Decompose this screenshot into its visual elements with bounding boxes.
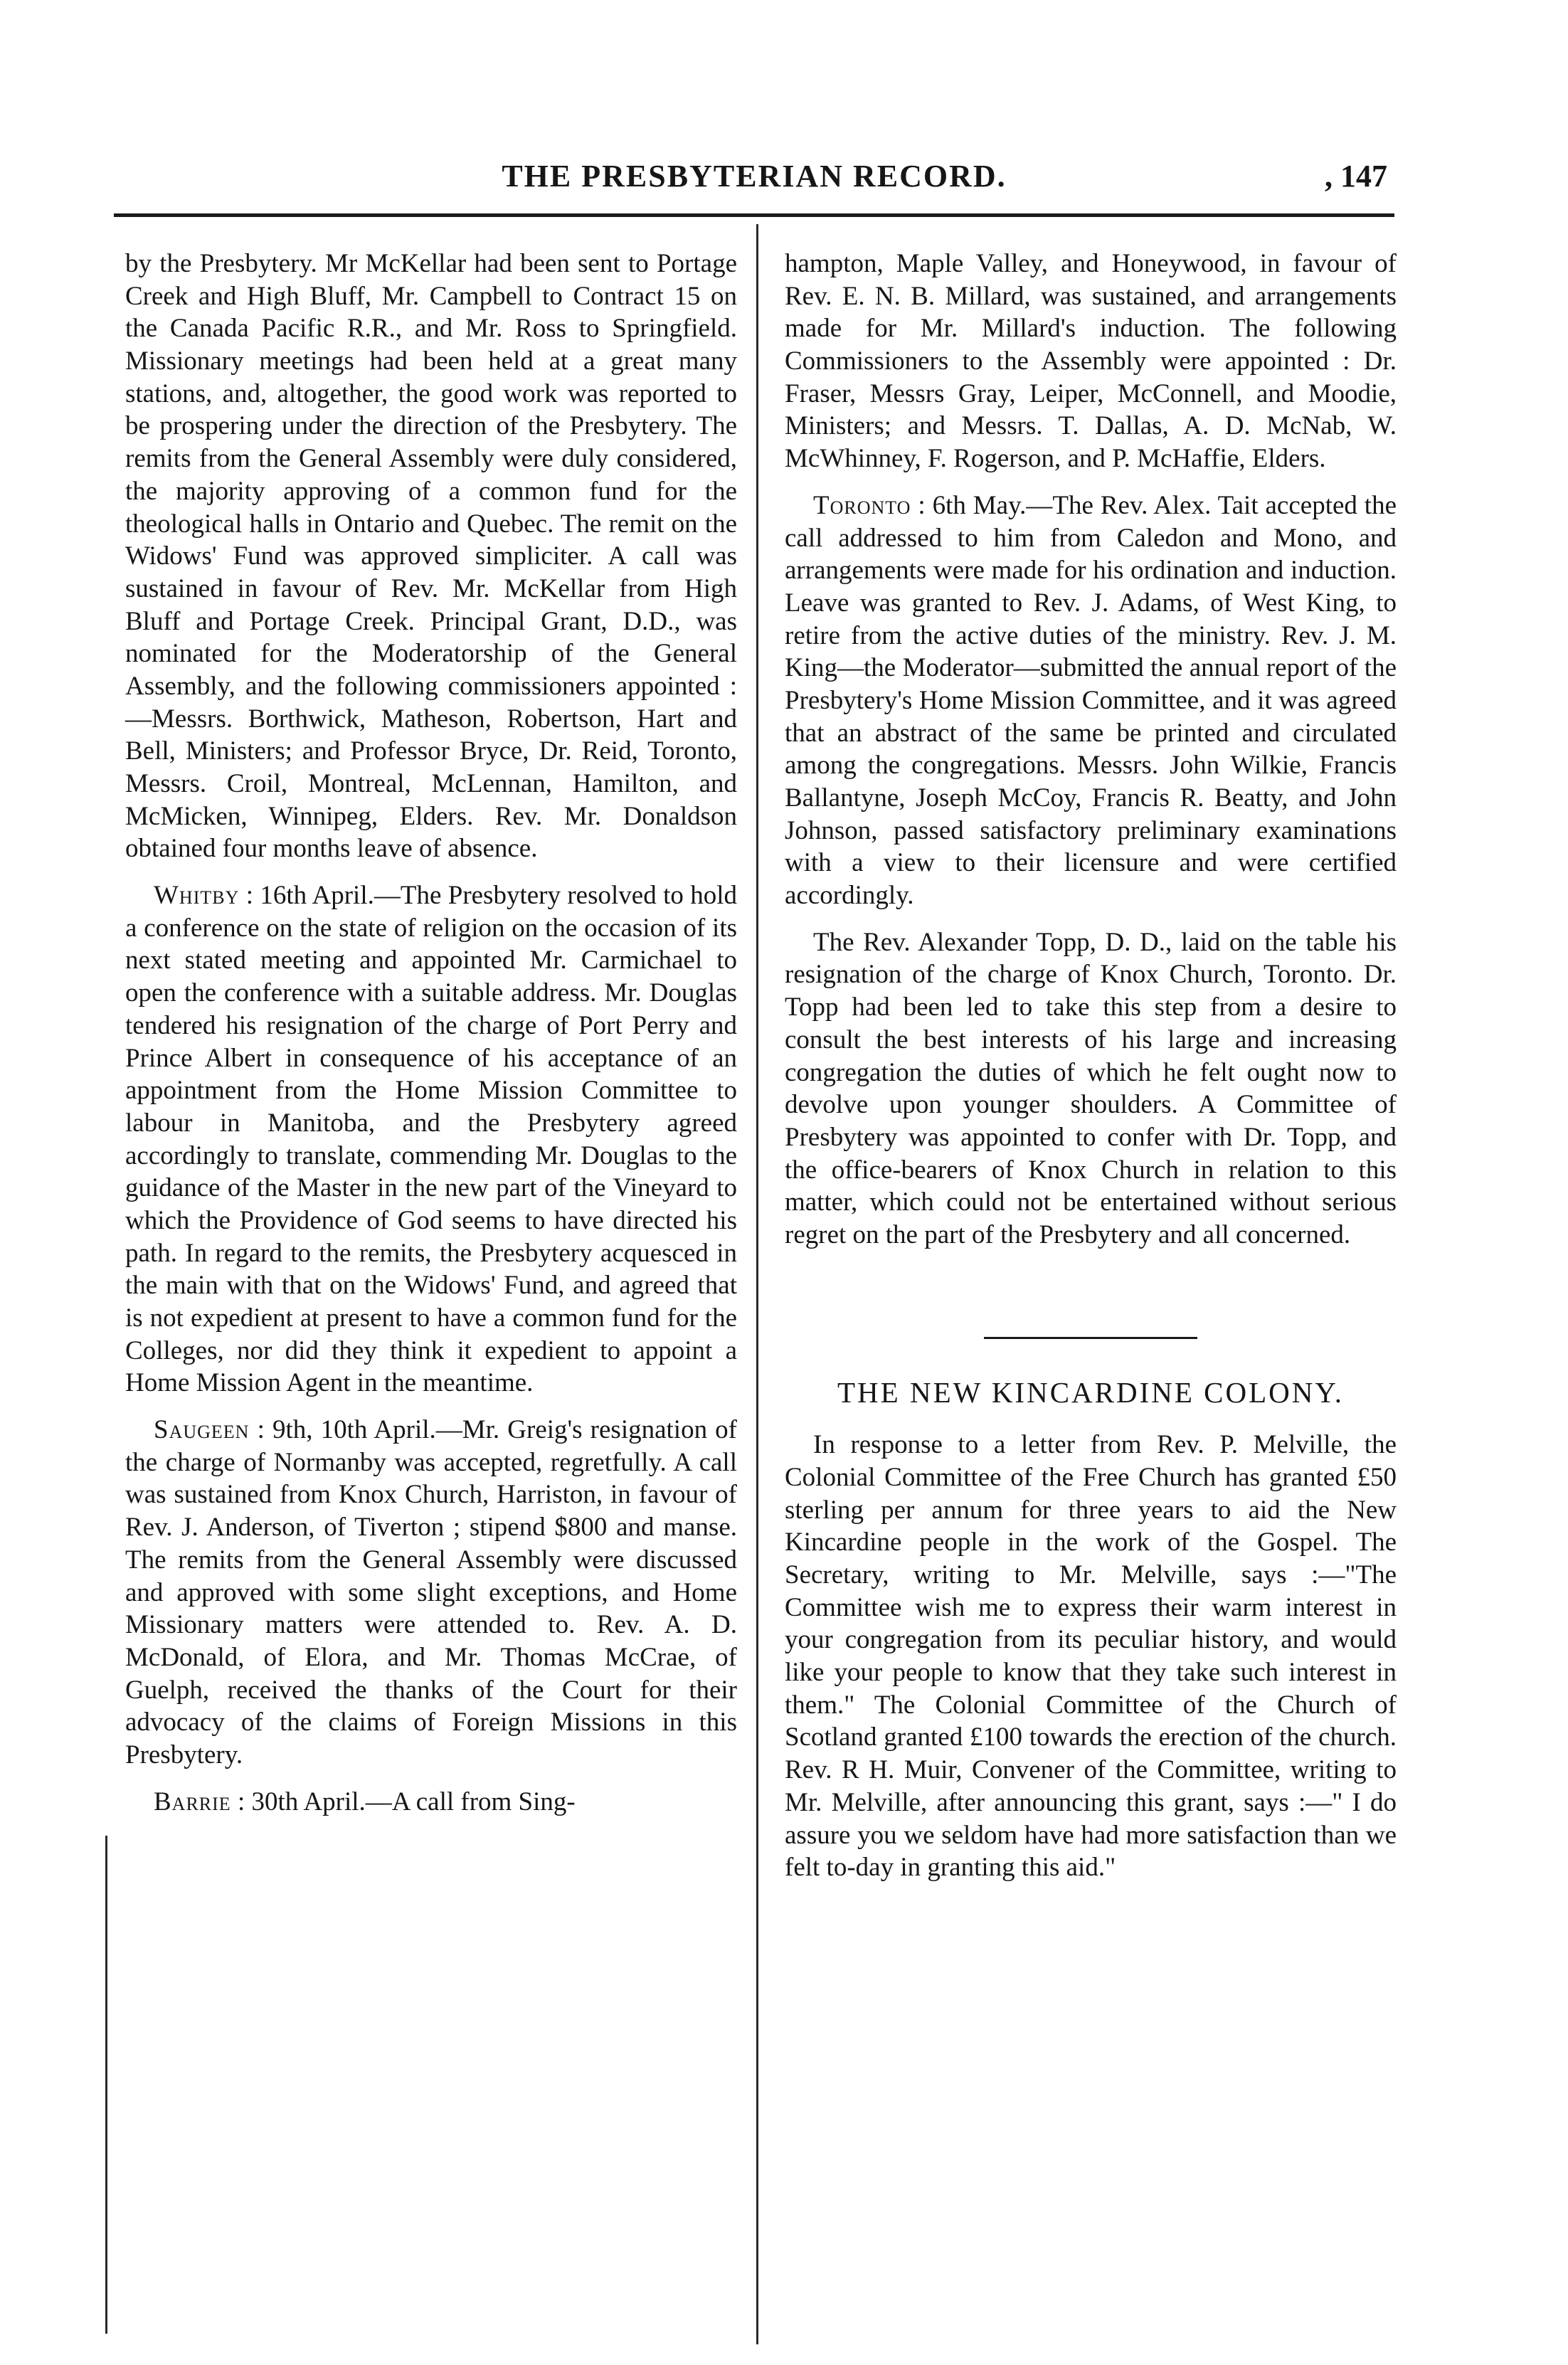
- header-rule: [114, 213, 1394, 217]
- paragraph-saugeen-text: : 9th, 10th April.—Mr. Greig's resignation of the charge of Normanby was accepted, regretfully. A call was sustained from Knox Church, Harriston, in favour of Rev. J. Anderson, of Tiverton ; stipend $800 and manse. The remits from the General Assembly were discussed and approved with some slight exceptions, and Home Missionary matters were attended to. Rev. A. D. McDonald, of Elora, and Mr. Thomas McCrae, of Guelph, received the thanks of the Court for their advocacy of the claims of Foreign Missions in this Presbytery.: [125, 1415, 738, 1769]
- paragraph-manitoba-continued: by the Presbytery. Mr McKellar had been sent to Portage Creek and High Bluff, Mr. Campbell to Contract 15 on the Canada Pacific R.R., and Mr. Ross to Springfield. Missionary meetings had been held at a great many stations, and, altogether, the good work was reported to be prospering under the direction of the Presbytery. The remits from the General Assembly were duly considered, the majority approving of a common fund for the theological halls in Ontario and Quebec. The remit on the Widows' Fund was approved simpliciter. A call was sustained in favour of Rev. Mr. McKellar from High Bluff and Portage Creek. Principal Grant, D.D., was nominated for the Moderatorship of the General Assembly, and the following commissioners appointed :—Messrs. Borthwick, Matheson, Robertson, Hart and Bell, Ministers; and Professor Bryce, Dr. Reid, Toronto, Messrs. Croil, Montreal, McLennan, Hamilton, and McMicken, Winnipeg, Elders. Rev. Mr. Donaldson obtained four months leave of absence.: [125, 249, 737, 864]
- right-column: [785, 248, 1397, 1898]
- paragraph-barrie-text: : 30th April.—A call from Sing-: [237, 1787, 576, 1816]
- paragraph-whitby-text: : 16th April.—The Presbytery resolved to hold a conference on the state of religion on the occasion of its next stated meeting and appointed Mr. Carmichael to open the conference with a suitable address. Mr. Douglas tendered his resignation of the charge of Port Perry and Prince Albert in consequence of his acceptance of an appointment from the Home Mission Committee to labour in Manitoba, and the Presbytery agreed accordingly to translate, commending Mr. Douglas to the guidance of the Master in the new part of the Vineyard to which the Providence of God seems to have directed his path. In regard to the remits, the Presbytery acquesced in the main with that on the Widows' Fund, and agreed that is not expedient at present to have a common fund for the Colleges, nor did they think it expedient to appoint a Home Mission Agent in the meantime.: [125, 881, 737, 1398]
- presbytery-name-toronto: Toronto: [813, 490, 911, 520]
- page-number: , 147: [1325, 159, 1387, 194]
- paragraph-toronto-text: : 6th May.—The Rev. Alex. Tait accepted the call addressed to him from Caledon and Mono, and arrangements were made for his ordination and induction. Leave was granted to Rev. J. Adams, of West King, to retire from the active duties of the ministry. Rev. J. M. King—the Moderator—submitted the annual report of the Presbytery's Home Mission Committee, and it was agreed that an abstract of the same be printed and circulated among the congregations. Messrs. John Wilkie, Francis Ballantyne, Joseph McCoy, Francis R. Beatty, and John Johnson, passed satisfactory preliminary examinations with a view to their licensure and were certified accordingly.: [785, 490, 1397, 911]
- paragraph-toronto: [785, 490, 1397, 912]
- paragraph-barrie: [125, 1786, 737, 1819]
- presbytery-name-whitby: Whitby: [154, 881, 240, 911]
- margin-mark: [105, 1836, 107, 2334]
- paragraph-whitby: [125, 879, 737, 1400]
- publication-title: THE PRESBYTERIAN RECORD.: [502, 159, 1007, 194]
- left-column: [125, 248, 737, 1832]
- column-divider: [756, 224, 758, 2344]
- paragraph-kincardine: In response to a letter from Rev. P. Melville, the Colonial Committee of the Free Church has granted £50 sterling per annum for three years to aid the New Kincardine people in the work of the Gospel. The Secretary, writing to Mr. Melville, says :—"The Committee wish me to express their warm interest in your congregation from its peculiar history, and would like your people to know that they take such interest in them." The Colonial Committee of the Church of Scotland granted £100 towards the erection of the church. Rev. R H. Muir, Convener of the Committee, writing to Mr. Melville, after announcing this grant, says :—" I do assure you we seldom have had more satisfaction than we felt to-day in granting this aid.": [785, 1430, 1397, 1883]
- page-header: [114, 151, 1394, 215]
- section-rule: [984, 1337, 1197, 1339]
- section-heading: THE NEW KINCARDINE COLONY.: [837, 1375, 1344, 1409]
- paragraph-topp-resignation: The Rev. Alexander Topp, D. D., laid on the table his resignation of the charge of Knox Church, Toronto. Dr. Topp had been led to take this step from a desire to consult the best interests of his large and increasing congregation the duties of which he felt ought now to devolve upon younger shoulders. A Committee of Presbytery was appointed to confer with Dr. Topp, and the office-bearers of Knox Church in relation to this matter, which could not be entertained without serious regret on the part of the Presbytery and all concerned.: [785, 927, 1397, 1249]
- paragraph-saugeen: [125, 1414, 737, 1772]
- presbytery-name-saugeen: Saugeen: [154, 1415, 250, 1445]
- paragraph-barrie-continued: hampton, Maple Valley, and Honeywood, in favour of Rev. E. N. B. Millard, was sustained, and arrangements made for Mr. Millard's induction. The following Commissioners to the Assembly were appointed : Dr. Fraser, Messrs Gray, Leiper, McConnell, and Moodie, Ministers; and Messrs. T. Dallas, A. D. McNab, W. McWhinney, F. Rogerson, and P. McHaffie, Elders.: [785, 249, 1397, 474]
- presbytery-name-barrie: Barrie: [154, 1787, 231, 1816]
